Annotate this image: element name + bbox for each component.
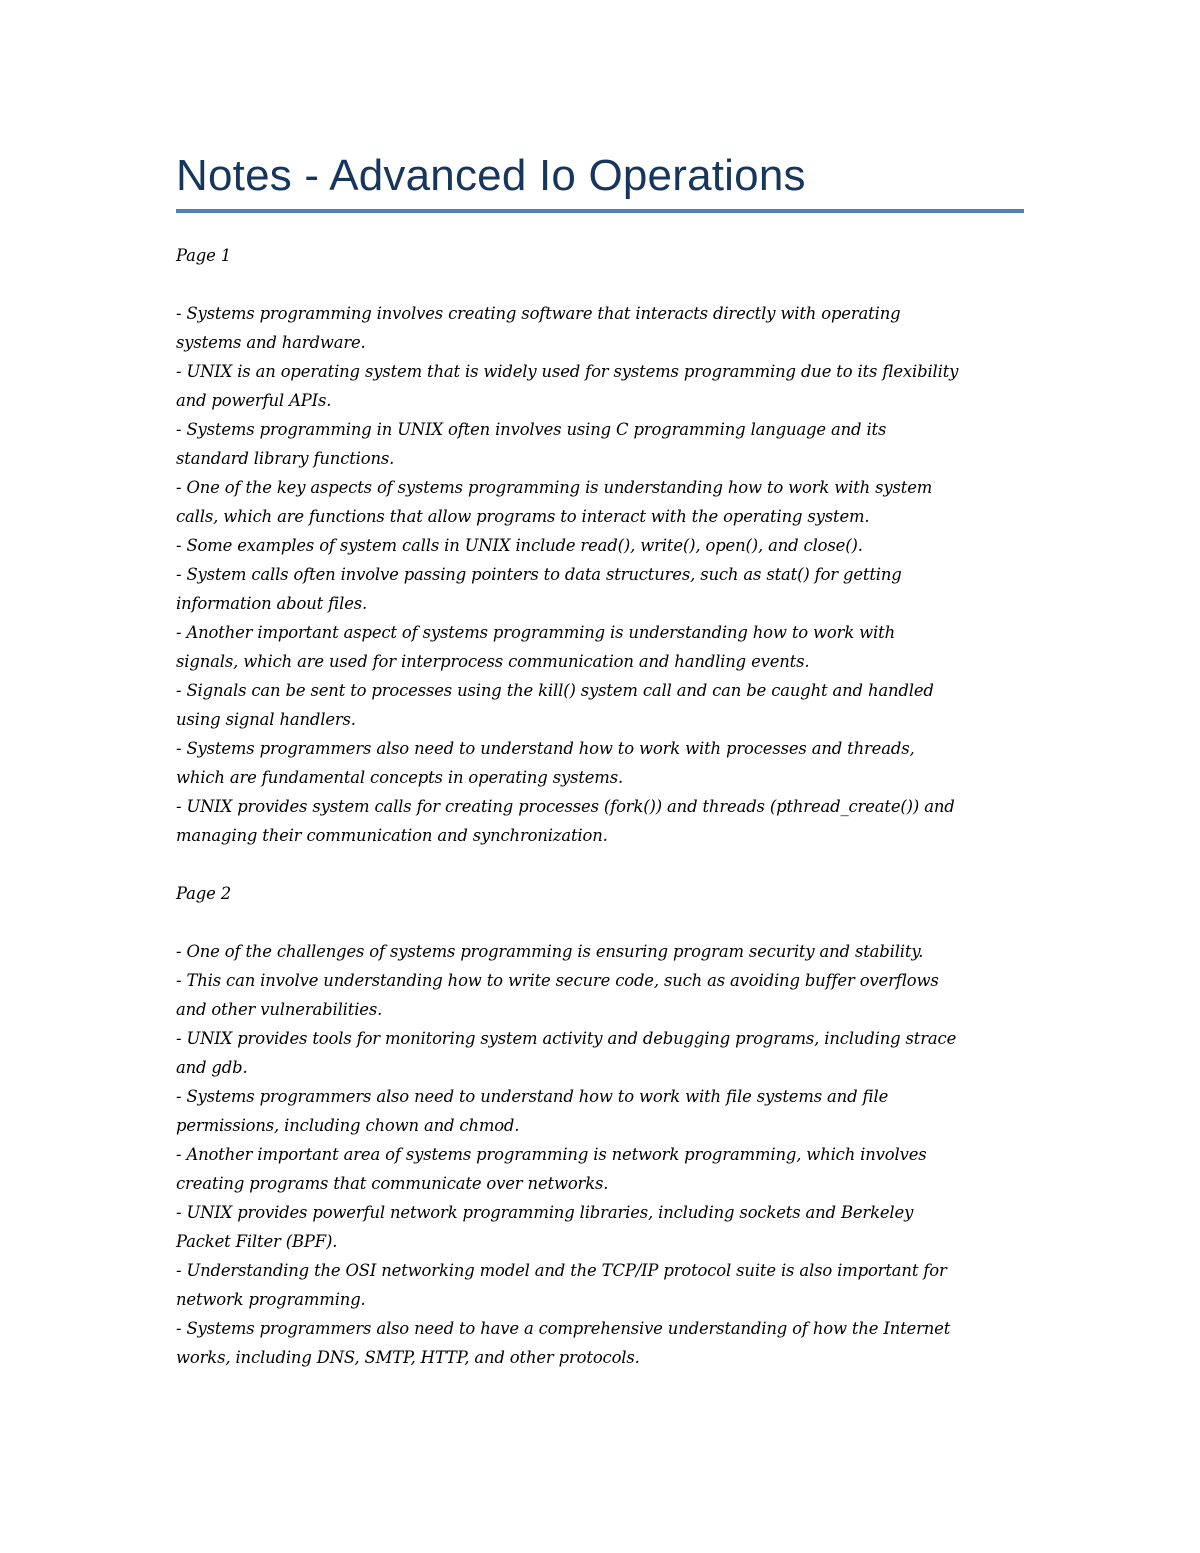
text-line: - Signals can be sent to processes using the kill() system call and can be caught and handled [176,681,934,700]
text-line: and gdb. [176,1058,248,1077]
text-line: - One of the key aspects of systems programming is understanding how to work with system [176,478,933,497]
text-line: - Some examples of system calls in UNIX include read(), write(), open(), and close(). [176,536,863,555]
text-line: works, including DNS, SMTP, HTTP, and other protocols. [176,1348,640,1367]
page-label: Page 2 [176,884,231,903]
document-title: Notes - Advanced Io Operations [176,151,806,200]
text-line: - Understanding the OSI networking model and the TCP/IP protocol suite is also important for [176,1261,947,1280]
text-line: and other vulnerabilities. [176,1000,383,1019]
text-line: standard library functions. [176,449,395,468]
text-line: - This can involve understanding how to write secure code, such as avoiding buffer overflows [176,971,939,990]
text-line: managing their communication and synchronization. [176,826,608,845]
text-line: permissions, including chown and chmod. [176,1116,520,1135]
text-line: which are fundamental concepts in operating systems. [176,768,624,787]
text-line: - Systems programmers also need to understand how to work with processes and threads, [176,739,915,758]
text-line: - One of the challenges of systems programming is ensuring program security and stability. [176,942,924,961]
text-line: - UNIX provides tools for monitoring system activity and debugging programs, including strace [176,1029,957,1048]
text-line: - UNIX is an operating system that is widely used for systems programming due to its flexibility [176,362,959,381]
text-line: - Systems programming involves creating software that interacts directly with operating [176,304,901,323]
text-line: - Systems programmers also need to understand how to work with file systems and file [176,1087,889,1106]
text-line: calls, which are functions that allow programs to interact with the operating system. [176,507,870,526]
page-label: Page 1 [176,246,231,265]
text-line: - Another important aspect of systems programming is understanding how to work with [176,623,895,642]
text-line: - UNIX provides system calls for creating processes (fork()) and threads (pthread_create()) and [176,797,955,816]
text-line: - Another important area of systems programming is network programming, which involves [176,1145,927,1164]
section-page-1 [176,241,1036,850]
text-line: - UNIX provides powerful network programming libraries, including sockets and Berkeley [176,1203,914,1222]
text-line: systems and hardware. [176,333,366,352]
document-body [176,241,1036,1372]
section-page-2 [176,879,1036,1372]
text-line: signals, which are used for interprocess communication and handling events. [176,652,810,671]
text-line: using signal handlers. [176,710,356,729]
title-underline [176,209,1024,213]
text-line: network programming. [176,1290,366,1309]
text-line: creating programs that communicate over networks. [176,1174,609,1193]
text-line: - System calls often involve passing pointers to data structures, such as stat() for getting [176,565,902,584]
text-line: information about files. [176,594,368,613]
text-line: - Systems programmers also need to have a comprehensive understanding of how the Internet [176,1319,951,1338]
text-line: - Systems programming in UNIX often involves using C programming language and its [176,420,887,439]
text-line: Packet Filter (BPF). [176,1232,338,1251]
text-line: and powerful APIs. [176,391,332,410]
